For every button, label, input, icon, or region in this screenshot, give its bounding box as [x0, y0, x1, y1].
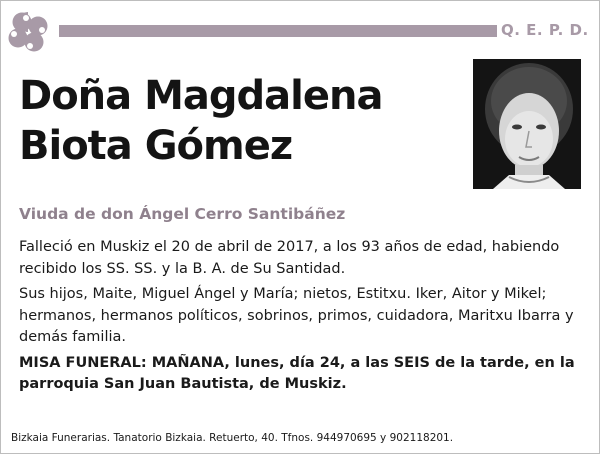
widow-subtitle: Viuda de don Ángel Cerro Santibáñez	[19, 205, 346, 223]
funeral-home-footer: Bizkaia Funerarias. Tanatorio Bizkaia. Retuerto, 40. Tfnos. 944970695 y 902118201.	[11, 432, 454, 444]
portrait-photo	[473, 59, 581, 189]
deceased-name	[19, 71, 459, 171]
rip-label: Q. E. P. D.	[501, 21, 589, 39]
death-paragraph: Falleció en Muskiz el 20 de abril de 2017, a los 93 años de edad, habiendo recibido los SS. SS. y la B. A. de Su Santidad.	[19, 239, 560, 277]
header-rule	[59, 25, 497, 37]
funeral-mass-paragraph: MISA FUNERAL: MAÑANA, lunes, día 24, a las SEIS de la tarde, en la parroquia San Juan Bautista, de Muskiz.	[19, 354, 575, 392]
name-line-1: Doña Magdalena	[19, 73, 383, 119]
family-paragraph: Sus hijos, Maite, Miguel Ángel y María; nietos, Estitxu. Iker, Aitor y Mikel; hermanos, hermanos políticos, sobrinos, primos, cuidadora, Maritxu Ibarra y demás familia.	[19, 286, 574, 345]
lauburu-icon	[5, 9, 51, 55]
name-line-2: Biota Gómez	[19, 123, 293, 169]
obituary-body	[19, 237, 587, 400]
